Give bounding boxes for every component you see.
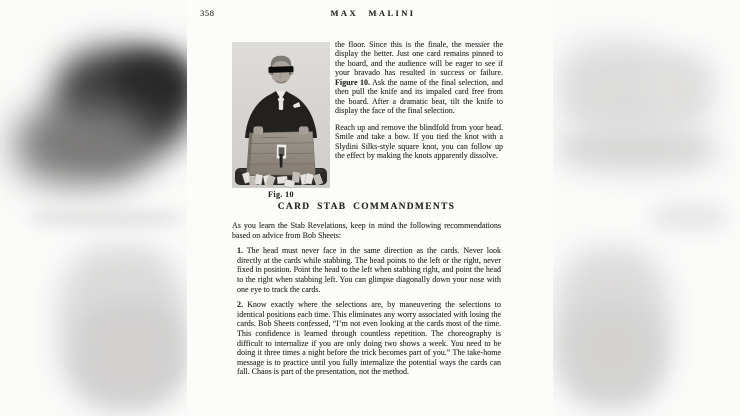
magician-photo-illustration: [232, 42, 330, 188]
backdrop-blur-left-dark: [55, 48, 190, 156]
backdrop-blur-right-textrows: [564, 300, 660, 400]
backdrop-blur-right-band: [558, 126, 716, 172]
backdrop-blur-left-mid: [16, 106, 148, 184]
shirt-jabot: [279, 100, 283, 110]
main-text-column: [232, 221, 501, 377]
numbered-item: [232, 300, 501, 377]
section-heading: CARD STAB COMMANDMENTS: [277, 202, 456, 212]
page-number: 358: [200, 8, 215, 18]
item-number: 1.: [237, 246, 243, 256]
side-text-column: [335, 40, 503, 160]
backdrop-blur-right-top: [558, 42, 676, 134]
backdrop-blur-left-band: [30, 210, 182, 226]
blindfold: [268, 66, 293, 73]
item-number: 2.: [237, 300, 243, 310]
backdrop-blur-left-textrows: [76, 300, 184, 404]
figure-reference: Figure 10.: [335, 77, 371, 87]
backdrop-blur-left-light: [58, 246, 186, 408]
backdrop-blur-right-top2: [642, 52, 714, 126]
backdrop-blur-right-light: [554, 248, 670, 406]
fig-10-photo: [232, 42, 330, 188]
item-text: Know exactly where the selections are, by maneuvering the selections to identical positions each time. This eliminates any worry associated with losing the cards. Bob Sheets confessed, “I’m not even looking at the cards most of the time. This confidence is learned through countless repetition. The choreography is difficult to internalize if you are only doing two shows a week. You need to be doing it three times a night before the trick becomes part of you.” The take-home message is to practice until you fully internalize the potential ways the cards can fall. Chaos is part of the presentation, not the method.: [237, 300, 502, 377]
paragraph: [335, 40, 503, 116]
backdrop-blur-right-smudge: [652, 204, 726, 230]
paragraph-text: Ask the name of the final selection, and then pull the knife and its impaled card free from the board. After a dramatic beat, tilt the knife to display the face of the final selection.: [335, 77, 503, 116]
item-text: The head must never face in the same direction as the cards. Never look directly at the cards while stabbing. The head points to the left or the right, never fixed in position. Point the head to the left when stabbing right, and point the head to the right when stabbing left. You can glimpse diagonally down your nose with one eye to track the cards.: [237, 246, 501, 294]
figure-caption: Fig. 10: [268, 190, 294, 199]
book-page: [187, 0, 553, 416]
running-title: MAX MALINI: [330, 8, 416, 18]
paragraph: Reach up and remove the blindfold from your head. Smile and take a bow. If you tied the knot with a Slydini Silks-style square knot, you can follow up the effect by making the knots apparently dissolve.: [335, 122, 503, 160]
knife-handle: [279, 154, 282, 168]
paragraph-text: the floor. Since this is the finale, the messier the display the better. Just one card remains pinned to the board, and the audience will be eager to see if your bravado has resulted in success or failure.: [335, 40, 503, 78]
backdrop-blur-left-darkcore: [112, 55, 192, 117]
section-intro: As you learn the Stab Revelations, keep in mind the following recommendations based on advice from Bob Sheets:: [232, 221, 501, 240]
numbered-item: [232, 246, 501, 294]
